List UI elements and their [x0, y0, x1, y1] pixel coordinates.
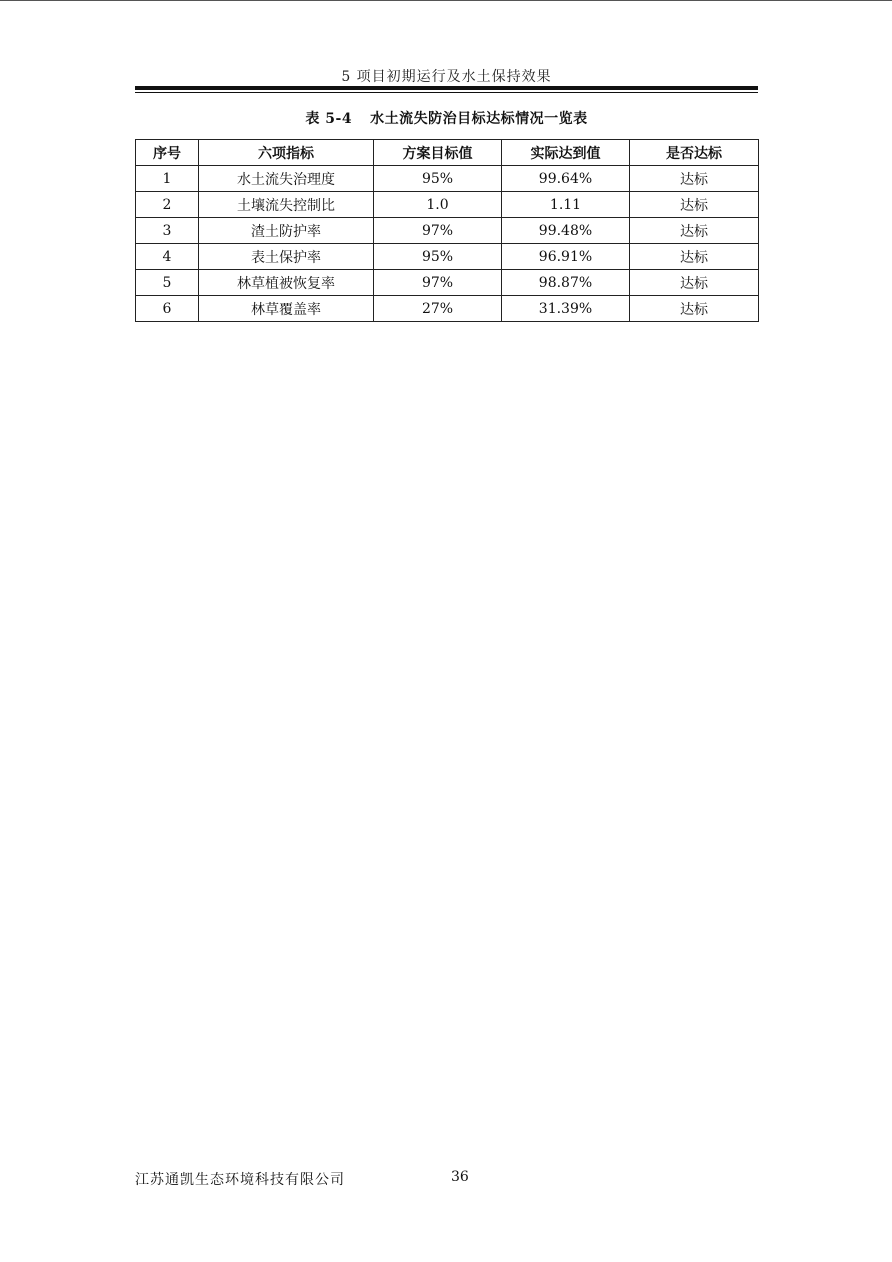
cell-index: 5: [136, 270, 199, 296]
cell-target-value: 1.0: [374, 192, 502, 218]
table-row: [136, 296, 759, 322]
cell-target-value: 97%: [374, 270, 502, 296]
cell-actual-value: 99.64%: [502, 166, 630, 192]
cell-actual-value: 31.39%: [502, 296, 630, 322]
cell-target-value: 97%: [374, 218, 502, 244]
table-row: [136, 218, 759, 244]
cell-indicator: 林草覆盖率: [199, 296, 374, 322]
cell-index: 4: [136, 244, 199, 270]
table-row: [136, 166, 759, 192]
cell-target-value: 95%: [374, 166, 502, 192]
cell-actual-value: 99.48%: [502, 218, 630, 244]
footer-page-number: 36: [451, 1169, 469, 1185]
cell-target-value: 27%: [374, 296, 502, 322]
column-header-index: 序号: [136, 140, 199, 166]
column-header-target-value: 方案目标值: [374, 140, 502, 166]
cell-compliance: 达标: [630, 218, 759, 244]
column-header-actual-value: 实际达到值: [502, 140, 630, 166]
table-row: [136, 192, 759, 218]
cell-compliance: 达标: [630, 244, 759, 270]
cell-compliance: 达标: [630, 166, 759, 192]
cell-indicator: 土壤流失控制比: [199, 192, 374, 218]
cell-index: 1: [136, 166, 199, 192]
table-caption-title: 水土流失防治目标达标情况一览表: [370, 111, 588, 127]
cell-actual-value: 1.11: [502, 192, 630, 218]
cell-indicator: 渣土防护率: [199, 218, 374, 244]
table-header-row: [136, 140, 759, 166]
cell-compliance: 达标: [630, 296, 759, 322]
header-rule-thick: [135, 86, 758, 90]
cell-indicator: 表土保护率: [199, 244, 374, 270]
page-top-border: [0, 0, 892, 1]
cell-actual-value: 98.87%: [502, 270, 630, 296]
header-rule-thin: [135, 92, 758, 93]
cell-indicator: 水土流失治理度: [199, 166, 374, 192]
running-header-title: 5 项目初期运行及水土保持效果: [341, 69, 552, 85]
target-compliance-table: [135, 139, 759, 322]
table-caption-number: 表 5-4: [305, 111, 353, 127]
cell-compliance: 达标: [630, 192, 759, 218]
cell-indicator: 林草植被恢复率: [199, 270, 374, 296]
cell-target-value: 95%: [374, 244, 502, 270]
cell-actual-value: 96.91%: [502, 244, 630, 270]
column-header-compliance: 是否达标: [630, 140, 759, 166]
column-header-indicator: 六项指标: [199, 140, 374, 166]
cell-compliance: 达标: [630, 270, 759, 296]
cell-index: 2: [136, 192, 199, 218]
table-caption: [135, 108, 758, 128]
cell-index: 3: [136, 218, 199, 244]
footer-company-name: 江苏通凯生态环境科技有限公司: [135, 1172, 345, 1188]
table-row: [136, 244, 759, 270]
cell-index: 6: [136, 296, 199, 322]
table-row: [136, 270, 759, 296]
